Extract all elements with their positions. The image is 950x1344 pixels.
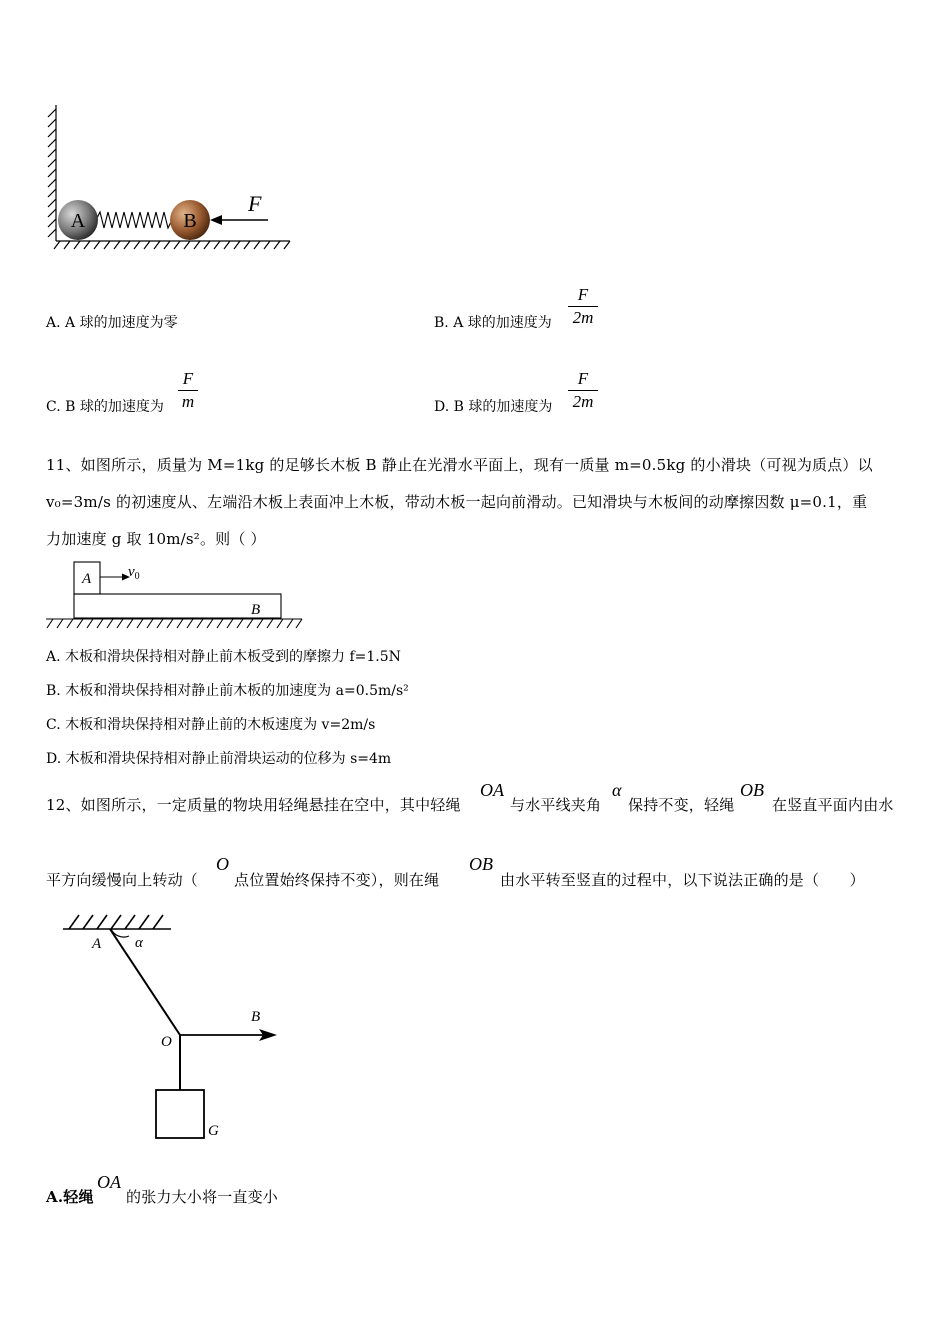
q11-line-3: 力加速度 g 取 10m/s²。则（ ） — [46, 530, 266, 548]
rope-oa — [110, 929, 180, 1035]
fraction-denominator: m — [181, 392, 195, 411]
q11-line-2: v₀=3m/s 的初速度从、左端沿木板上表面冲上木板，带动木板一起向前滑动。已知滑块与木板间的动摩擦因数 μ=0.1，重 — [46, 493, 868, 511]
rope-figure — [55, 905, 295, 1155]
q10-option-b-fraction — [568, 285, 598, 328]
point-o-label: O — [161, 1034, 172, 1050]
q11-option-b: B. 木板和滑块保持相对静止前木板的加速度为 a=0.5m/s² — [46, 683, 409, 699]
q12-ob2-symbol: OB — [469, 854, 493, 874]
q11-option-d: D. 木板和滑块保持相对静止前滑块运动的位移为 s=4m — [46, 751, 392, 767]
force-label: F — [248, 191, 262, 216]
ceiling — [63, 915, 171, 929]
point-b-label: B — [251, 1009, 261, 1025]
ground — [46, 619, 302, 628]
q11-option-c: C. 木板和滑块保持相对静止前的木板速度为 v=2m/s — [46, 717, 376, 733]
q12-line-2b: 点位置始终保持不变），则在绳 — [234, 871, 440, 889]
fraction-denominator: 2m — [572, 308, 594, 327]
q10-option-a: A. A 球的加速度为零 — [46, 315, 178, 331]
q12-line-2a: 平方向缓慢向上转动（ — [46, 871, 199, 889]
q10-option-c: C. B 球的加速度为 — [46, 399, 164, 415]
q12-ob-symbol: OB — [740, 780, 764, 800]
q12-option-a-oa: OA — [97, 1172, 121, 1192]
fraction-numerator: F — [178, 369, 198, 391]
floor — [54, 241, 290, 249]
q12-o-symbol: O — [216, 854, 229, 874]
block-board-figure — [44, 558, 306, 634]
fraction-numerator: F — [568, 285, 598, 307]
q10-option-b: B. A 球的加速度为 — [434, 315, 552, 331]
wall — [48, 105, 56, 241]
q12-oa-symbol: OA — [480, 780, 504, 800]
q10-option-d: D. B 球的加速度为 — [434, 399, 553, 415]
q12-line-1d: 在竖直平面内由水 — [772, 796, 894, 814]
board-b-label: B — [251, 602, 261, 618]
q10-option-c-fraction — [178, 369, 198, 412]
weight-block — [156, 1090, 204, 1138]
point-a-label: A — [92, 936, 102, 952]
q12-option-a-pre: A.轻绳 — [46, 1188, 94, 1206]
q12-line-1a: 12、如图所示，一定质量的物块用轻绳悬挂在空中，其中轻绳 — [46, 796, 461, 814]
velocity-label: $v_0$ — [128, 564, 140, 582]
q10-option-d-fraction — [568, 369, 598, 412]
ball-b-label: B — [183, 210, 197, 232]
q11-line-1: 11、如图所示，质量为 M=1kg 的足够长木板 B 静止在光滑水平面上，现有一质量 m=0.5kg 的小滑块（可视为质点）以 — [46, 456, 873, 474]
q12-line-1b: 与水平线夹角 — [510, 796, 602, 814]
fraction-denominator: 2m — [572, 392, 594, 411]
q12-alpha-symbol: α — [612, 780, 622, 800]
q11-option-a: A. 木板和滑块保持相对静止前木板受到的摩擦力 f=1.5N — [46, 649, 401, 665]
weight-label: G — [208, 1123, 219, 1139]
ball-a-label: A — [70, 210, 86, 232]
q12-line-2c: 由水平转至竖直的过程中，以下说法正确的是（ ） — [500, 871, 865, 889]
q12-line-1c: 保持不变，轻绳 — [628, 796, 735, 814]
spring — [96, 212, 172, 228]
fraction-numerator: F — [568, 369, 598, 391]
board-b — [74, 594, 281, 618]
q12-option-a-post: 的张力大小将一直变小 — [126, 1188, 279, 1206]
alpha-label: α — [135, 935, 143, 951]
spring-balls-figure — [40, 95, 300, 255]
block-a-label: A — [82, 571, 92, 587]
